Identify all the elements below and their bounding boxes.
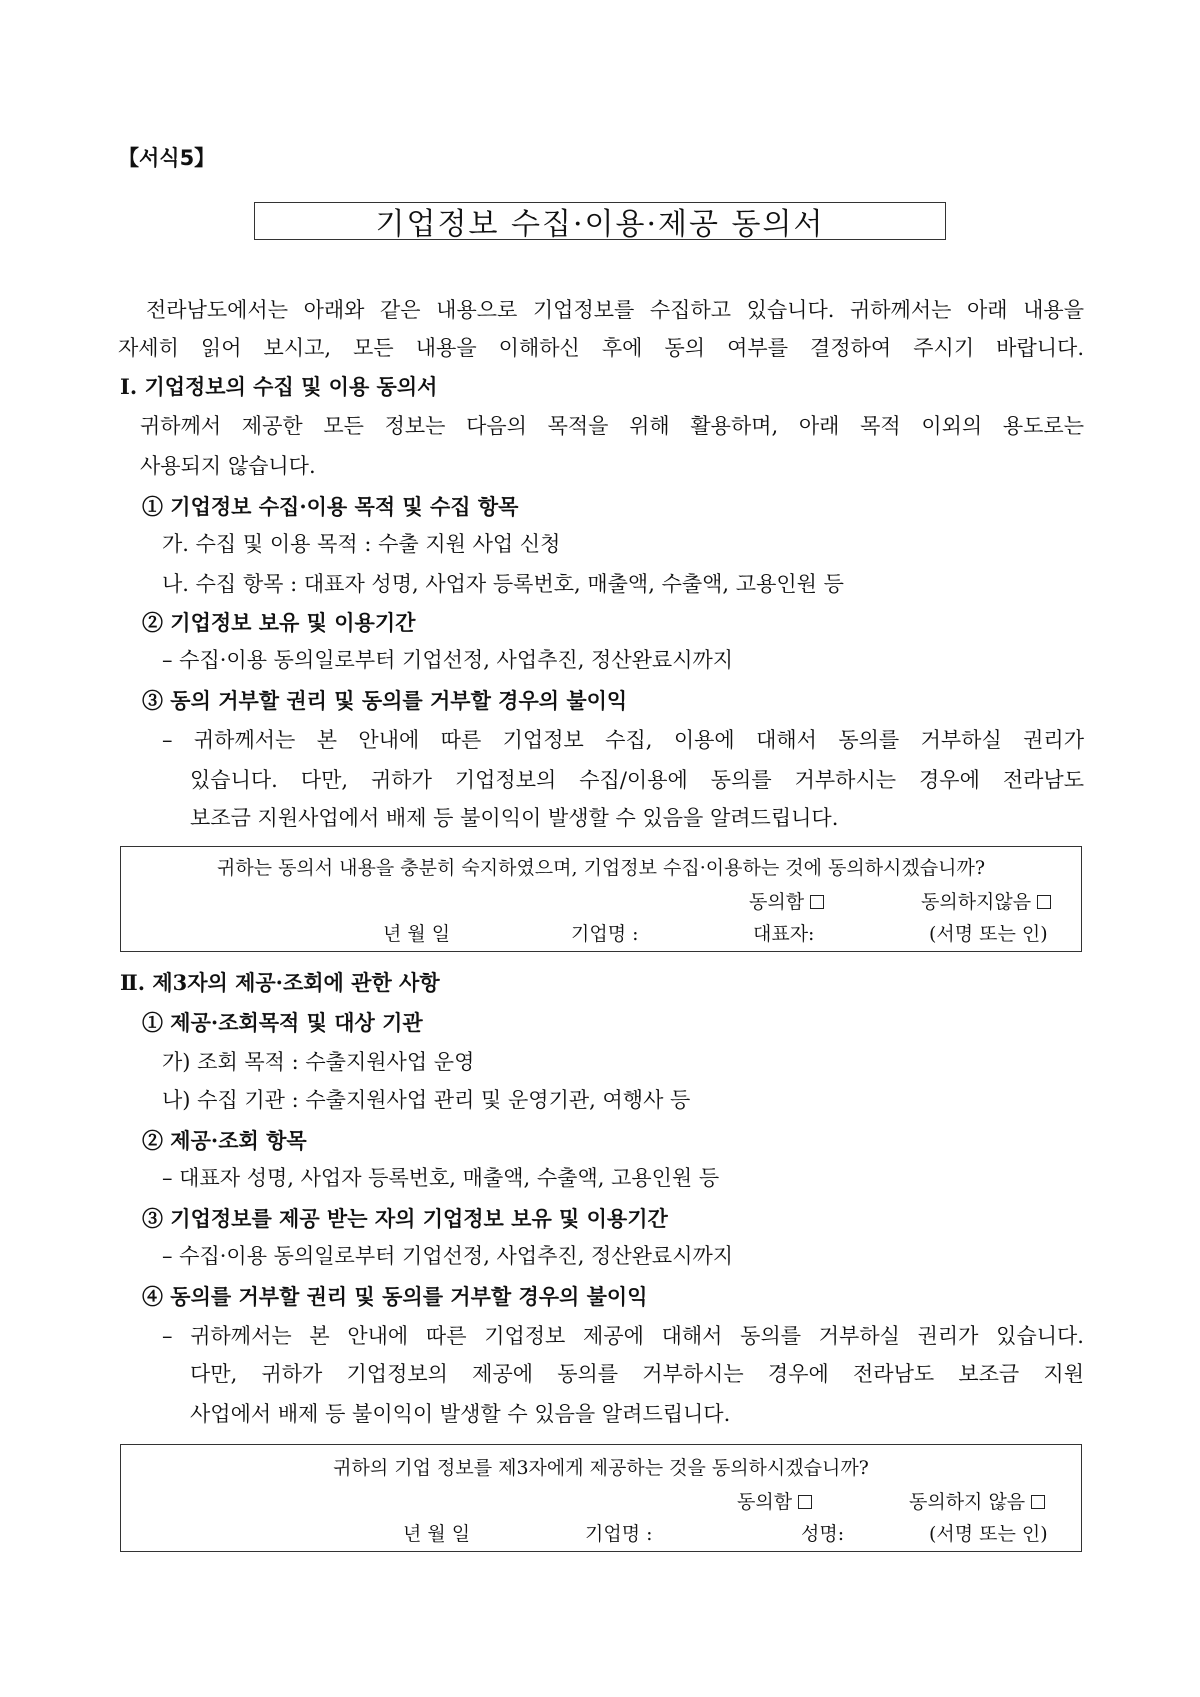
agree-label: 동의함 — [749, 891, 805, 913]
section2-item2-a: – 대표자 성명, 사업자 등록번호, 매출액, 수출액, 고용인원 등 — [162, 1166, 720, 1190]
company-name-label: 기업명 : — [571, 923, 639, 945]
consent-box-collection — [120, 846, 1082, 952]
signature-label: (서명 또는 인) — [929, 1523, 1048, 1545]
section1-desc-1: 귀하께서 제공한 모든 정보는 다음의 목적을 위해 활용하며, 아래 목적 이외의 용도로는 — [140, 414, 1084, 438]
representative-label: 대표자: — [753, 923, 815, 945]
disagree-label: 동의하지않음 — [921, 891, 1032, 913]
agree-option[interactable] — [737, 1493, 812, 1512]
company-name-label: 기업명 : — [585, 1523, 653, 1545]
section1-item1-a: 가. 수집 및 이용 목적 : 수출 지원 사업 신청 — [162, 532, 561, 556]
section1-item3: ③ 동의 거부할 권리 및 동의를 거부할 경우의 불이익 — [142, 688, 628, 713]
section1-item3-a-3: 보조금 지원사업에서 배제 등 불이익이 발생할 수 있음을 알려드립니다. — [190, 806, 839, 830]
section1-heading: Ⅰ. 기업정보의 수집 및 이용 동의서 — [120, 374, 438, 399]
form-number: 【서식5】 — [118, 146, 216, 170]
agree-checkbox[interactable] — [798, 1495, 812, 1509]
section2-item1-a: 가) 조회 목적 : 수출지원사업 운영 — [162, 1050, 475, 1074]
consent-box-third-party — [120, 1444, 1082, 1552]
section2-item4-a-2: 다만, 귀하가 기업정보의 제공에 동의를 거부하시는 경우에 전라남도 보조금 지원 — [190, 1362, 1084, 1386]
section1-desc-2: 사용되지 않습니다. — [140, 454, 316, 478]
section2-item4: ④ 동의를 거부할 권리 및 동의를 거부할 경우의 불이익 — [142, 1284, 648, 1309]
disagree-label: 동의하지 않음 — [909, 1491, 1026, 1513]
section1-item1-b: 나. 수집 항목 : 대표자 성명, 사업자 등록번호, 매출액, 수출액, 고용인원 등 — [162, 572, 844, 596]
consent-question: 귀하의 기업 정보를 제3자에게 제공하는 것을 동의하시겠습니까? — [333, 1457, 869, 1479]
intro-line-2: 자세히 읽어 보시고, 모든 내용을 이해하신 후에 동의 여부를 결정하여 주시기 바랍니다. — [118, 336, 1084, 360]
section2-item4-a-3: 사업에서 배제 등 불이익이 발생할 수 있음을 알려드립니다. — [190, 1402, 731, 1426]
signature-label: (서명 또는 인) — [929, 923, 1048, 945]
name-label: 성명: — [801, 1523, 845, 1545]
section1-item3-a-2: 있습니다. 다만, 귀하가 기업정보의 수집/이용에 동의를 거부하시는 경우에 전라남도 — [190, 768, 1084, 792]
section2-item1: ① 제공·조회목적 및 대상 기관 — [142, 1010, 423, 1035]
disagree-option[interactable] — [909, 1493, 1045, 1512]
agree-checkbox[interactable] — [810, 895, 824, 909]
section2-item2: ② 제공·조회 항목 — [142, 1128, 307, 1153]
date-field[interactable]: 년 월 일 — [403, 1523, 471, 1545]
agree-option[interactable] — [749, 893, 824, 912]
intro-line-1: 전라남도에서는 아래와 같은 내용으로 기업정보를 수집하고 있습니다. 귀하께서는 아래 내용을 — [146, 298, 1084, 322]
section1-item2: ② 기업정보 보유 및 이용기간 — [142, 610, 416, 635]
section1-item2-a: – 수집·이용 동의일로부터 기업선정, 사업추진, 정산완료시까지 — [162, 648, 734, 672]
disagree-checkbox[interactable] — [1031, 1495, 1045, 1509]
section2-item3-a: – 수집·이용 동의일로부터 기업선정, 사업추진, 정산완료시까지 — [162, 1244, 734, 1268]
section2-item3: ③ 기업정보를 제공 받는 자의 기업정보 보유 및 이용기간 — [142, 1206, 668, 1231]
section1-item1: ① 기업정보 수집·이용 목적 및 수집 항목 — [142, 494, 519, 519]
document-title: 기업정보 수집·이용·제공 동의서 — [254, 202, 946, 240]
section2-item1-b: 나) 수집 기관 : 수출지원사업 관리 및 운영기관, 여행사 등 — [162, 1088, 691, 1112]
disagree-checkbox[interactable] — [1037, 895, 1051, 909]
consent-question: 귀하는 동의서 내용을 충분히 숙지하였으며, 기업정보 수집·이용하는 것에 동의하시겠습니까? — [216, 857, 986, 879]
agree-label: 동의함 — [737, 1491, 793, 1513]
section1-item3-a-1: – 귀하께서는 본 안내에 따른 기업정보 수집, 이용에 대해서 동의를 거부하실 권리가 — [162, 728, 1084, 752]
disagree-option[interactable] — [921, 893, 1051, 912]
date-field[interactable]: 년 월 일 — [383, 923, 451, 945]
section2-item4-a-1: – 귀하께서는 본 안내에 따른 기업정보 제공에 대해서 동의를 거부하실 권리가 있습니다. — [162, 1324, 1084, 1348]
section2-heading: Ⅱ. 제3자의 제공·조회에 관한 사항 — [120, 970, 440, 995]
